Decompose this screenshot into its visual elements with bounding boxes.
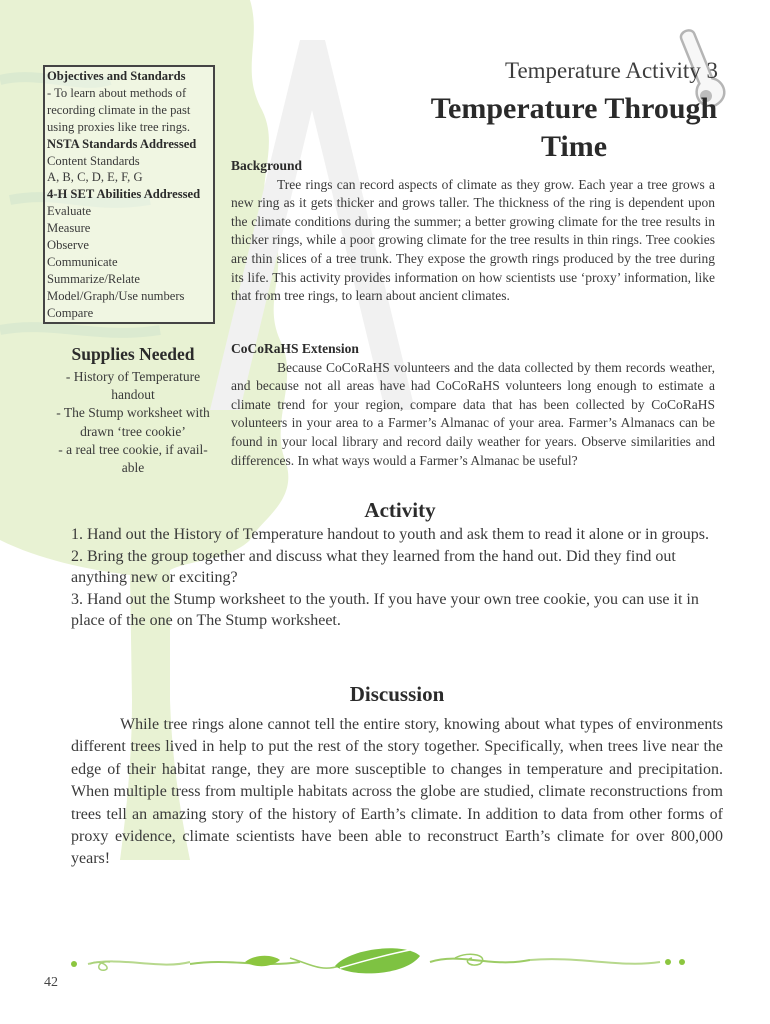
background-section bbox=[231, 157, 715, 306]
objectives-line: 4-H SET Abilities Addressed bbox=[47, 187, 201, 202]
cocorahs-section bbox=[231, 340, 715, 470]
objectives-line: Objectives and Standards bbox=[47, 69, 186, 83]
objectives-box bbox=[43, 65, 215, 324]
page-number: 42 bbox=[44, 975, 58, 990]
cocorahs-text: Because CoCoRaHS volunteers and the data collected by them records weather, and because not all areas have had CoCoRaHS volunteers long enough to estimate a climate trend for your region, compare data that has been collected by CoCoRaHS volunteers in your area to a Farmer’s Almanac of your area. Farmer’s Almanacs can be found in your local library and record daily weather for years. Observe similarities and differences. In what ways would a Farmer’s Almanac be useful? bbox=[231, 359, 715, 468]
objectives-line: Measure bbox=[47, 221, 91, 236]
objectives-line: recording climate in the past bbox=[47, 102, 191, 117]
activity-step: 1. Hand out the History of Temperature handout to youth and ask them to read it alone or in groups. bbox=[71, 526, 709, 543]
supplies-item: handout bbox=[111, 387, 155, 403]
background-heading: Background bbox=[231, 158, 303, 173]
objectives-line: Summarize/Relate bbox=[47, 271, 141, 286]
activity-number-title: Temperature Activity 3 bbox=[505, 58, 718, 83]
activity-step: 3. Hand out the Stump worksheet to the youth. If you have your own tree cookie, you can use it in place of the one on The Stump worksheet. bbox=[71, 590, 699, 630]
supplies-item: able bbox=[121, 460, 145, 476]
objectives-line: using proxies like tree rings. bbox=[47, 119, 191, 134]
supplies-list bbox=[40, 368, 226, 477]
page-title: Temperature Through Time bbox=[430, 92, 718, 163]
supplies-item: - History of Temperature bbox=[65, 369, 201, 384]
objectives-line: Model/Graph/Use numbers bbox=[47, 288, 185, 303]
objectives-line: A, B, C, D, E, F, G bbox=[47, 170, 143, 185]
activity-heading: Activity bbox=[364, 498, 436, 522]
leaf-vine-ornament bbox=[60, 942, 710, 982]
activity-list bbox=[71, 524, 723, 632]
cocorahs-heading: CoCoRaHS Extension bbox=[231, 341, 359, 356]
supplies-item: - a real tree cookie, if avail- bbox=[58, 441, 208, 457]
discussion-heading: Discussion bbox=[349, 682, 445, 706]
objectives-line: Evaluate bbox=[47, 204, 92, 219]
objectives-line: Compare bbox=[47, 305, 94, 320]
objectives-line: Communicate bbox=[47, 254, 118, 269]
objectives-line: - To learn about methods of bbox=[47, 85, 187, 100]
objectives-line: Observe bbox=[47, 238, 89, 253]
background-text: Tree rings can record aspects of climate as they grow. Each year a tree grows a new ring as it gets thicker and grows taller. The thickness of the ring is dependent upon the climate conditions during the summer; a better growing climate for the tree results in thicker rings, while a poor growing climate for the tree results in thin rings. Tree cookies are thin slices of a tree trunk. They expose the growth rings produced by the tree during its life. This activity provides information on how scientists use ‘proxy’ information, like that from tree rings, to learn about ancient climates. bbox=[231, 176, 715, 304]
supplies-heading: Supplies Needed bbox=[71, 344, 195, 364]
discussion-text: While tree rings alone cannot tell the entire story, knowing about what types of environments different trees lived in help to put the rest of the story together. Specifically, when trees live near the edge of their habitat range, they are more susceptible to changes in temperature and precipitation. When multiple tress from multiple habitats across the globe are studied, climate reconstructions from trees tell an amazing story of the history of Earth’s climate. In addition to data from other forms of proxy evidence, climate scientists have been able to reconstruct Earth’s climate for over 800,000 years! bbox=[71, 716, 723, 868]
supplies-item: drawn ‘tree cookie’ bbox=[80, 423, 186, 439]
objectives-line: NSTA Standards Addressed bbox=[47, 136, 197, 151]
supplies-section bbox=[40, 343, 226, 477]
activity-step: 2. Bring the group together and discuss what they learned from the hand out. Did they find out anything new or exciting? bbox=[71, 547, 676, 587]
supplies-item: - The Stump worksheet with bbox=[56, 405, 210, 421]
discussion-section bbox=[71, 714, 723, 871]
objectives-line: Content Standards bbox=[47, 153, 140, 168]
